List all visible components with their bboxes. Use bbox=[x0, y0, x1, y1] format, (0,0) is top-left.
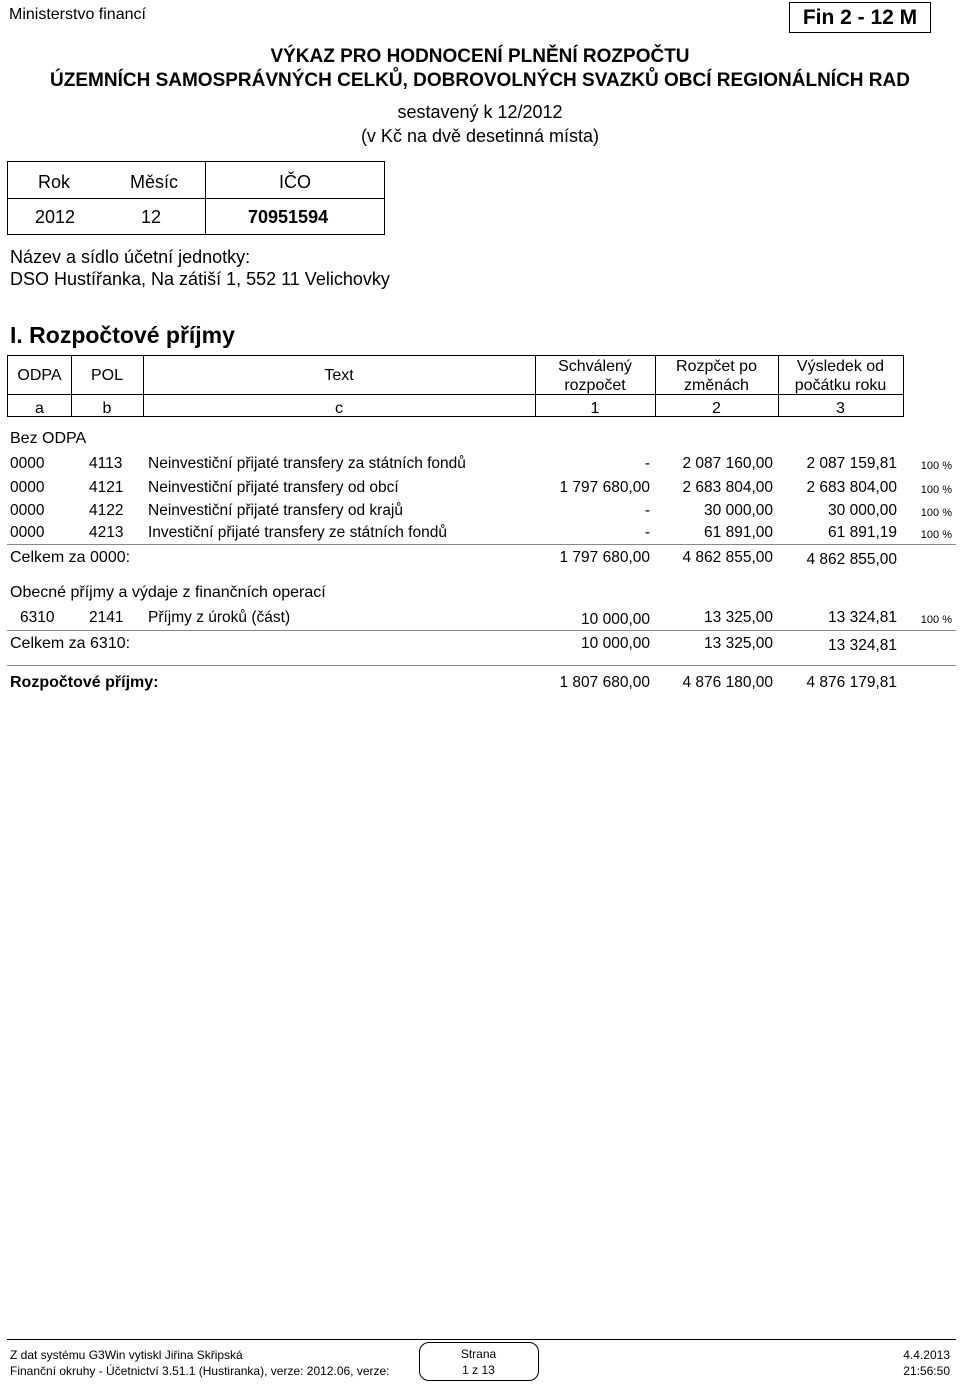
row-percent: 100 % bbox=[920, 484, 952, 496]
row-vysledek: 2 087 159,81 bbox=[806, 455, 897, 472]
row-text: Neinvestiční přijaté transfery od krajů bbox=[148, 502, 404, 519]
col-number-2: 2 bbox=[712, 400, 721, 417]
page-number: 1 z 13 bbox=[462, 1363, 495, 1377]
row-percent: 100 % bbox=[920, 529, 952, 541]
row-pol: 4121 bbox=[89, 479, 124, 496]
row-text: Investiční přijaté transfery ze státních fondů bbox=[148, 524, 447, 541]
report-units: (v Kč na dvě desetinná místa) bbox=[360, 126, 600, 146]
row-odpa: 0000 bbox=[10, 479, 45, 496]
col-vysledek-2: počátku roku bbox=[794, 377, 887, 394]
form-code: Fin 2 - 12 M bbox=[789, 2, 931, 33]
col-pol: POL bbox=[90, 367, 123, 384]
column-header bbox=[7, 355, 904, 417]
report-title-line2: ÚZEMNÍCH SAMOSPRÁVNÝCH CELKŮ, DOBROVOLNÝCH SVAZKŮ OBCÍ REGIONÁLNÍCH RAD bbox=[50, 70, 910, 91]
row-schvaleny: 10 000,00 bbox=[581, 611, 650, 628]
row-schvaleny: - bbox=[644, 502, 650, 519]
footer-divider bbox=[7, 1339, 956, 1340]
report-period: sestavený k 12/2012 bbox=[397, 102, 563, 122]
grand-total-rozpocet: 4 876 180,00 bbox=[682, 674, 773, 691]
divider bbox=[7, 665, 956, 666]
report-title-line1: VÝKAZ PRO HODNOCENÍ PLNĚNÍ ROZPOČTU bbox=[270, 46, 690, 67]
row-schvaleny: - bbox=[644, 524, 650, 541]
col-odpa: ODPA bbox=[17, 367, 62, 384]
col-number-1: 1 bbox=[590, 400, 600, 417]
ico-label: IČO bbox=[279, 172, 312, 192]
col-text: Text bbox=[324, 367, 354, 384]
rok-value: 2012 bbox=[35, 207, 76, 227]
total-rozpocet: 13 325,00 bbox=[704, 635, 773, 652]
col-letter-b: b bbox=[102, 400, 112, 417]
total-schvaleny: 1 797 680,00 bbox=[559, 549, 650, 566]
grand-total-vysledek: 4 876 179,81 bbox=[806, 674, 897, 691]
row-rozpocet: 61 891,00 bbox=[704, 524, 773, 541]
group-title: Obecné příjmy a výdaje z finančních operací bbox=[10, 584, 326, 601]
row-pol: 4113 bbox=[89, 455, 123, 472]
row-vysledek: 13 324,81 bbox=[828, 609, 897, 626]
grand-total-label: Rozpočtové příjmy: bbox=[10, 674, 159, 691]
total-rozpocet: 4 862 855,00 bbox=[682, 549, 773, 566]
page-label: Strana bbox=[460, 1347, 497, 1361]
total-vysledek: 4 862 855,00 bbox=[806, 551, 897, 568]
row-pol: 4122 bbox=[89, 502, 124, 519]
row-schvaleny: 1 797 680,00 bbox=[559, 479, 650, 496]
footer-time: 21:56:50 bbox=[903, 1364, 950, 1378]
entity-value: DSO Hustířanka, Na zátiší 1, 552 11 Velichovky bbox=[10, 269, 390, 289]
row-vysledek: 61 891,19 bbox=[828, 524, 897, 541]
row-percent: 100 % bbox=[920, 507, 952, 519]
total-label: Celkem za 6310: bbox=[10, 635, 131, 652]
group-title: Bez ODPA bbox=[10, 430, 87, 447]
row-percent: 100 % bbox=[920, 460, 952, 472]
row-text: Neinvestiční přijaté transfery za státních fondů bbox=[148, 455, 466, 472]
grand-total-schvaleny: 1 807 680,00 bbox=[559, 674, 650, 691]
row-schvaleny: - bbox=[644, 455, 650, 472]
col-letter-a: a bbox=[35, 400, 44, 417]
footer-date: 4.4.2013 bbox=[903, 1348, 950, 1362]
col-rozpocet-1: Rozpčet po bbox=[676, 358, 757, 375]
footer-printed-by: Z dat systému G3Win vytiskl Jiřina Skřipská bbox=[10, 1348, 243, 1362]
row-odpa: 0000 bbox=[10, 502, 45, 519]
row-text: Příjmy z úroků (část) bbox=[148, 609, 291, 626]
total-vysledek: 13 324,81 bbox=[828, 637, 897, 654]
mesic-label: Měsíc bbox=[130, 172, 179, 192]
ico-value: 70951594 bbox=[248, 207, 329, 227]
divider bbox=[7, 630, 956, 631]
col-vysledek-1: Výsledek od bbox=[796, 358, 885, 375]
page-box bbox=[419, 1342, 539, 1381]
col-schvaleny-2: rozpočet bbox=[564, 377, 626, 394]
identification-box bbox=[7, 161, 385, 235]
row-rozpocet: 13 325,00 bbox=[704, 609, 773, 626]
mesic-value: 12 bbox=[141, 207, 162, 227]
row-pol: 4213 bbox=[89, 524, 124, 541]
row-pol: 2141 bbox=[89, 609, 124, 626]
row-rozpocet: 2 683 804,00 bbox=[682, 479, 773, 496]
row-text: Neinvestiční přijaté transfery od obcí bbox=[148, 479, 399, 496]
total-schvaleny: 10 000,00 bbox=[581, 635, 650, 652]
col-number-3: 3 bbox=[836, 400, 845, 417]
row-rozpocet: 2 087 160,00 bbox=[682, 455, 773, 472]
col-rozpocet-2: změnách bbox=[684, 377, 749, 394]
divider bbox=[7, 544, 956, 545]
ministry-name: Ministerstvo financí bbox=[9, 6, 146, 23]
row-rozpocet: 30 000,00 bbox=[704, 502, 773, 519]
row-odpa: 6310 bbox=[20, 609, 55, 626]
total-label: Celkem za 0000: bbox=[10, 549, 131, 566]
section-title: I. Rozpočtové příjmy bbox=[10, 322, 235, 348]
row-odpa: 0000 bbox=[10, 524, 45, 541]
row-vysledek: 30 000,00 bbox=[828, 502, 897, 519]
row-percent: 100 % bbox=[920, 614, 952, 626]
rok-label: Rok bbox=[38, 172, 71, 192]
row-vysledek: 2 683 804,00 bbox=[806, 479, 897, 496]
footer-software: Finanční okruhy - Účetnictví 3.51.1 (Hustiranka), verze: 2012.06, verze: bbox=[10, 1364, 390, 1378]
entity-label: Název a sídlo účetní jednotky: bbox=[10, 247, 251, 267]
col-schvaleny-1: Schválený bbox=[558, 358, 632, 375]
col-letter-c: c bbox=[335, 400, 343, 417]
row-odpa: 0000 bbox=[10, 455, 45, 472]
